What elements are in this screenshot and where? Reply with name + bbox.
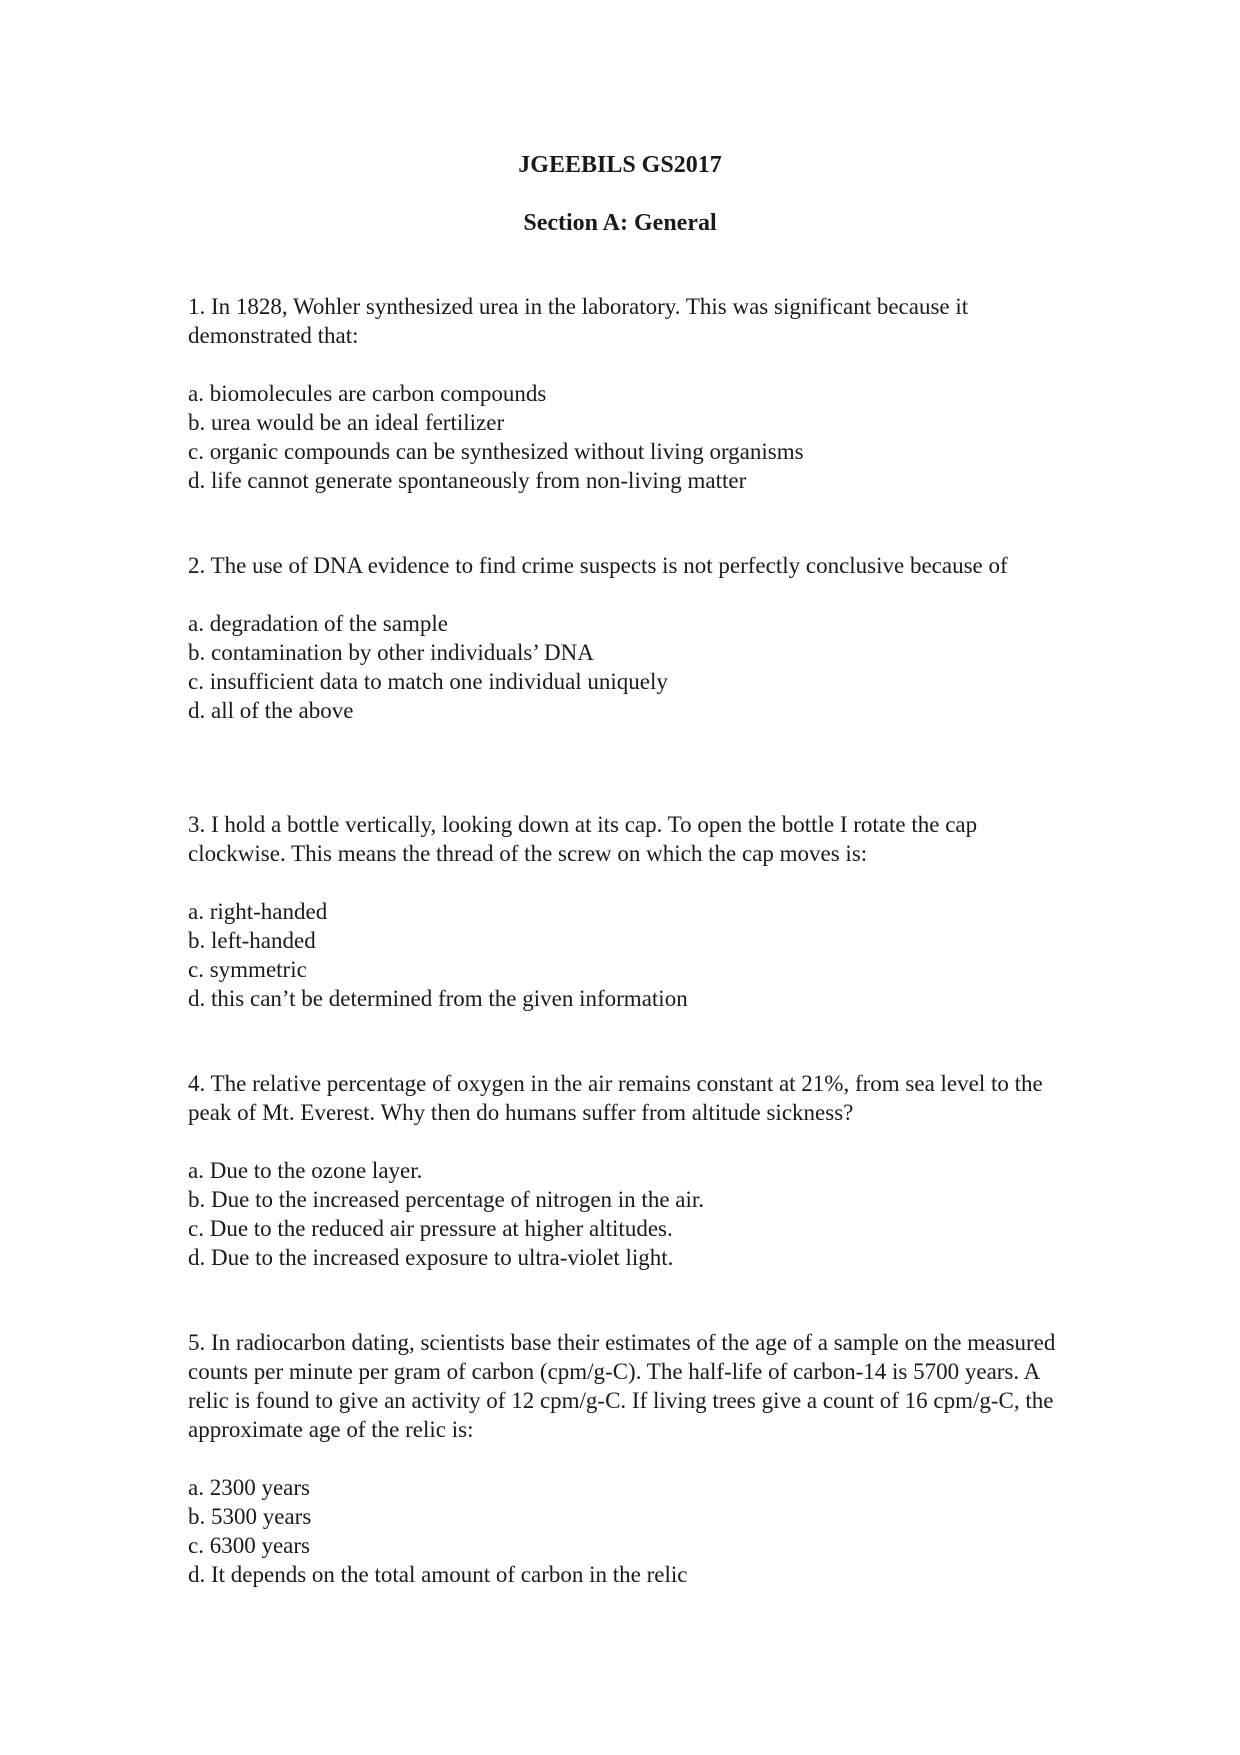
option-b: b. left-handed [188,928,316,953]
option-a: a. Due to the ozone layer. [188,1158,423,1183]
option-c: c. Due to the reduced air pressure at higher altitudes. [188,1216,673,1241]
answer-options [188,1156,1068,1272]
option-c: c. 6300 years [188,1533,310,1558]
option-d: d. life cannot generate spontaneously from non-living matter [188,468,747,493]
question-stem: 5. In radiocarbon dating, scientists base their estimates of the age of a sample on the measured counts per minute per gram of carbon (cpm/g-C). The half-life of carbon-14 is 5700 years. A relic is found to give an activity of 12 cpm/g-C. If living trees give a count of 16 cpm/g-C, the approximate age of the relic is: [188,1330,1056,1442]
question-2 [188,551,1068,725]
option-a: a. degradation of the sample [188,611,448,636]
option-c: c. symmetric [188,957,307,982]
question-stem: 1. In 1828, Wohler synthesized urea in the laboratory. This was significant because it demonstrated that: [188,294,969,348]
answer-options [188,379,1068,495]
answer-options [188,1473,1068,1589]
section-title: Section A: General [523,210,717,236]
option-a: a. right-handed [188,899,328,924]
question-stem: 4. The relative percentage of oxygen in the air remains constant at 21%, from sea level to the peak of Mt. Everest. Why then do humans suffer from altitude sickness? [188,1071,1043,1125]
option-b: b. urea would be an ideal fertilizer [188,410,505,435]
answer-options [188,897,1068,1013]
document-title: JGEEBILS GS2017 [518,152,722,178]
question-1 [188,292,1068,495]
option-d: d. It depends on the total amount of carbon in the relic [188,1562,688,1587]
option-d: d. all of the above [188,698,354,723]
option-b: b. Due to the increased percentage of nitrogen in the air. [188,1187,705,1212]
option-a: a. biomolecules are carbon compounds [188,381,547,406]
option-b: b. contamination by other individuals’ DNA [188,640,594,665]
question-4 [188,1069,1068,1272]
option-c: c. organic compounds can be synthesized without living organisms [188,439,804,464]
question-5 [188,1328,1068,1589]
option-a: a. 2300 years [188,1475,310,1500]
option-b: b. 5300 years [188,1504,312,1529]
option-d: d. this can’t be determined from the given information [188,986,688,1011]
question-3 [188,810,1068,1013]
option-c: c. insufficient data to match one individual uniquely [188,669,668,694]
question-stem: 2. The use of DNA evidence to find crime suspects is not perfectly conclusive because of [188,553,1008,578]
answer-options [188,609,1068,725]
option-d: d. Due to the increased exposure to ultra-violet light. [188,1245,674,1270]
question-stem: 3. I hold a bottle vertically, looking down at its cap. To open the bottle I rotate the cap clockwise. This means the thread of the screw on which the cap moves is: [188,812,978,866]
